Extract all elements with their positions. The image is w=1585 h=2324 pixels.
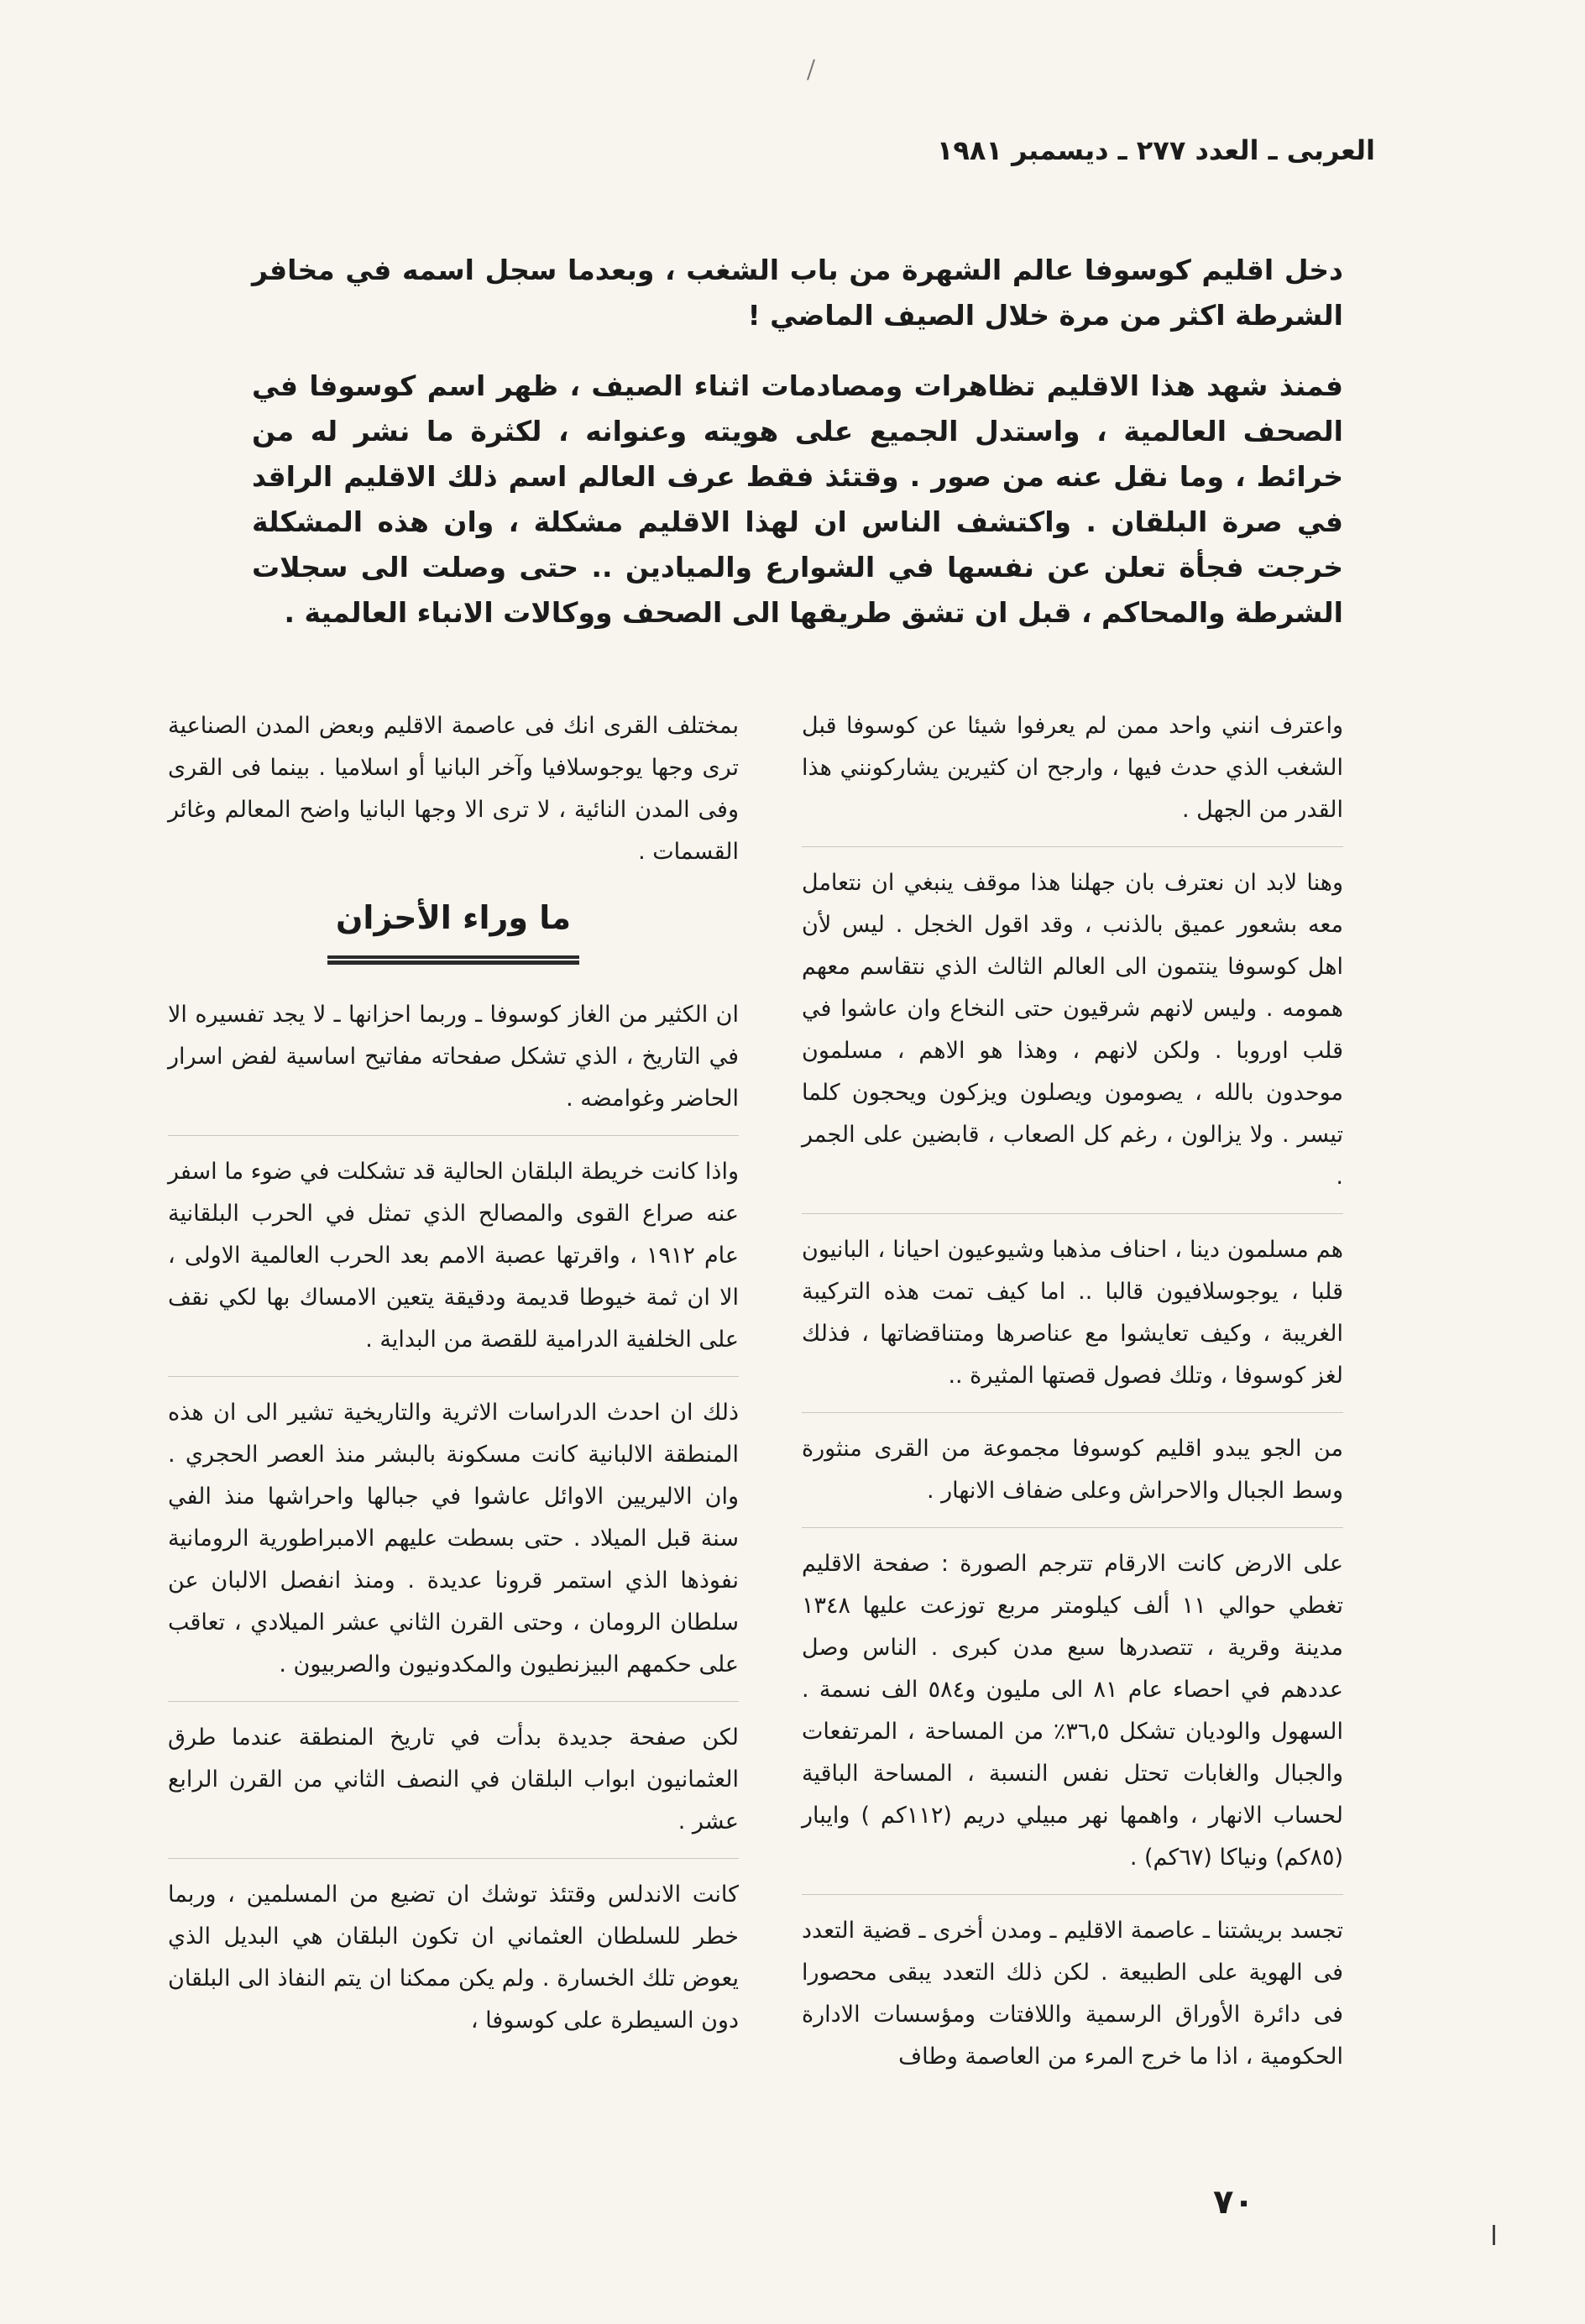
paragraph: هم مسلمون دينا ، احناف مذهبا وشيوعيون احيانا ، البانيون قلبا ، يوجوسلافيون قالبا .. اما كيف تمت هذه التركيبة الغريبة ، وكيف تعايشوا مع عناصرها ومتناقضاتها ، فذلك لغز كوسوفا ، وتلك فصول قصتها المثيرة ..: [802, 1213, 1343, 1397]
heading-rule: [327, 955, 579, 960]
paragraph: وهنا لابد ان نعترف بان جهلنا هذا موقف ينبغي ان نتعامل معه بشعور عميق بالذنب ، وقد اقول الخجل . ليس لأن اهل كوسوفا ينتمون الى العالم الثالث الذي نتقاسم معهم همومه . وليس لانهم شرقيون حتى النخاع وان عاشوا في قلب اوروبا . ولكن لانهم ، وهذا هو الاهم ، مسلمون موحدون بالله ، يصومون ويصلون ويزكون ويحجون كلما تيسر . ولا يزالون ، رغم كل الصعاب ، قابضين على الجمر .: [802, 846, 1343, 1198]
intro-block: [252, 248, 1343, 661]
running-head: العربى ـ العدد ٢٧٧ ـ ديسمبر ١٩٨١: [936, 134, 1375, 166]
paragraph: بمختلف القرى انك فى عاصمة الاقليم وبعض المدن الصناعية ترى وجها يوجوسلافيا وآخر البانيا أو اسلاميا . بينما فى القرى وفى المدن النائية ، لا ترى الا وجها البانيا واضح المعالم وغائر القسمات .: [168, 713, 739, 865]
paragraph: ذلك ان احدث الدراسات الاثرية والتاريخية تشير الى ان هذه المنطقة الالبانية كانت مسكونة بالبشر منذ العصر الحجري . وان الاليريين الاوائل عاشوا في جبالها واحراشها منذ الفي سنة قبل الميلاد . حتى بسطت عليهم الامبراطورية الرومانية نفوذها الذي استمر قرونا عديدة . ومنذ انفصل الالبان عن سلطان الرومان ، وحتى القرن الثاني عشر الميلادي ، تعاقب على حكمهم البيزنطيون والمكدونيون والصربيون .: [168, 1376, 739, 1686]
paragraph: ان الكثير من الغاز كوسوفا ـ وربما احزانها ـ لا يجد تفسيره الا في التاريخ ، الذي تشكل صفحاته مفاتيح اساسية لفض اسرار الحاضر وغوامضه .: [168, 1002, 739, 1112]
scan-mark: [807, 59, 815, 80]
paragraph: على الارض كانت الارقام تترجم الصورة : صفحة الاقليم تغطي حوالي ١١ ألف كيلومتر مربع توزعت عليها ١٣٤٨ مدينة وقرية ، تتصدرها سبع مدن كبرى . الناس وصل عددهم في احصاء عام ٨١ الى مليون و٥٨٤ الف نسمة . السهول والوديان تشكل ٣٦,٥٪ من المساحة ، المرتفعات والجبال والغابات تحتل نفس النسبة ، المساحة الباقية لحساب الانهار ، واهمها نهر مبيلي دريم (١١٢كم ) وايبار (٨٥كم) ونياكا (٦٧كم) .: [802, 1527, 1343, 1879]
column-left: [168, 705, 739, 2057]
page-number: ٧٠: [1213, 2183, 1254, 2222]
paragraph: واذا كانت خريطة البلقان الحالية قد تشكلت في ضوء ما اسفر عنه صراع القوى والمصالح الذي تمثل في الحرب البلقانية عام ١٩١٢ ، واقرتها عصبة الامم بعد الحرب العالمية الاولى ، الا ان ثمة خيوطا قديمة ودقيقة يتعين الامساك بها لكي نقف على الخلفية الدرامية للقصة من البداية .: [168, 1135, 739, 1361]
paragraph: تجسد بريشتنا ـ عاصمة الاقليم ـ ومدن أخرى ـ قضية التعدد فى الهوية على الطبيعة . لكن ذلك التعدد يبقى محصورا فى دائرة الأوراق الرسمية واللافتات ومؤسسات الادارة الحكومية ، اذا ما خرج المرء من العاصمة وطاف: [802, 1894, 1343, 2078]
section-heading: ما وراء الأحزان: [335, 899, 571, 936]
intro-body: فمنذ شهد هذا الاقليم تظاهرات ومصادمات اثناء الصيف ، ظهر اسم كوسوفا في الصحف العالمية ، واستدل الجميع على هويته وعنوانه ، لكثرة ما نشر له من خرائط ، وما نقل عنه من صور . وقتئذ فقط عرف العالم اسم ذلك الاقليم الراقد في صرة البلقان . واكتشف الناس ان لهذا الاقليم مشكلة ، وان هذه المشكلة خرجت فجأة تعلن عن نفسها في الشوارع والميادين .. حتى وصلت الى سجلات الشرطة والمحاكم ، قبل ان تشق طريقها الى الصحف ووكالات الانباء العالمية .: [252, 369, 1343, 629]
paragraph: من الجو يبدو اقليم كوسوفا مجموعة من القرى منثورة وسط الجبال والاحراش وعلى ضفاف الانهار .: [802, 1412, 1343, 1512]
paragraph: كانت الاندلس وقتئذ توشك ان تضيع من المسلمين ، وربما خطر للسلطان العثماني ان تكون البلقان هي البديل الذي يعوض تلك الخسارة . ولم يكن ممكنا ان يتم النفاذ الى البلقان دون السيطرة على كوسوفا ،: [168, 1858, 739, 2042]
scan-mark: [1493, 2225, 1495, 2245]
column-right: [802, 705, 1343, 2093]
paragraph: واعترف انني واحد ممن لم يعرفوا شيئا عن كوسوفا قبل الشغب الذي حدث فيها ، وارجح ان كثيرين يشاركونني هذا القدر من الجهل .: [802, 713, 1343, 823]
paragraph: لكن صفحة جديدة بدأت في تاريخ المنطقة عندما طرق العثمانيون ابواب البلقان في النصف الثاني من القرن الرابع عشر .: [168, 1701, 739, 1843]
intro-lead: دخل اقليم كوسوفا عالم الشهرة من باب الشغب ، وبعدما سجل اسمه في مخافر الشرطة اكثر من مرة خلال الصيف الماضي !: [252, 254, 1343, 332]
